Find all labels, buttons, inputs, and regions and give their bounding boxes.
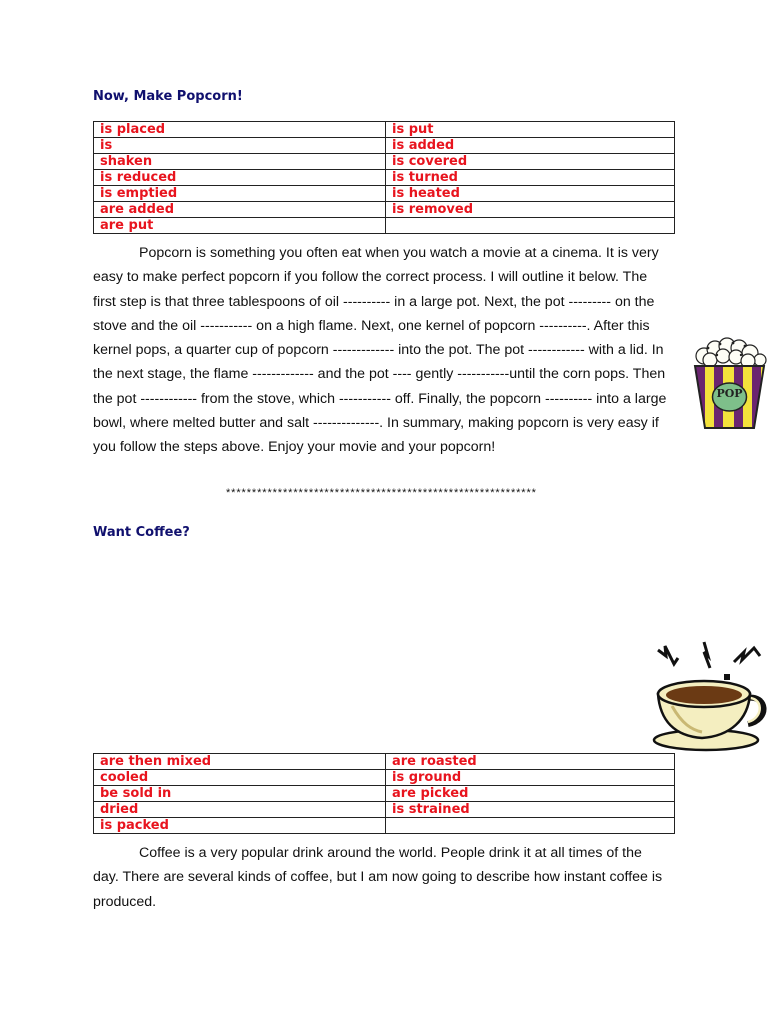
coffee-cup-image bbox=[652, 634, 768, 754]
coffee-word-table bbox=[93, 753, 675, 834]
popcorn-paragraph-text: Popcorn is something you often eat when you watch a movie at a cinema. It is very easy to make perfect popcorn if you follow the correct process. I will outline it below. The first step is that three tablespoons of oil ---------- in a large pot. Next, the pot --------- on the stove and the oil ----------- on a high flame. Next, one kernel of popcorn ----------. After this kernel pops, a quarter cup of popcorn ------------- into the pot. The pot ------------ with a lid. In the next stage, the flame ------------- and the pot ---- gently -----------until the corn pops. Then the pot ------------ from the stove, which ----------- off. Finally, the popcorn ---------- into a large bowl, where melted butter and salt --------------. In summary, making popcorn is very easy if you follow the steps above. Enjoy your movie and your popcorn! bbox=[93, 245, 667, 456]
word-cell: are put bbox=[94, 218, 386, 234]
word-cell: is covered bbox=[386, 154, 675, 170]
coffee-table-row bbox=[94, 754, 675, 770]
word-cell: shaken bbox=[94, 154, 386, 170]
coffee-heading: Want Coffee? bbox=[93, 525, 190, 540]
word-cell: dried bbox=[94, 802, 386, 818]
popcorn-bucket-image bbox=[690, 336, 768, 430]
word-cell: be sold in bbox=[94, 786, 386, 802]
popcorn-table-row bbox=[94, 202, 675, 218]
word-cell: is ground bbox=[386, 770, 675, 786]
popcorn-paragraph bbox=[93, 241, 670, 460]
word-cell: cooled bbox=[94, 770, 386, 786]
word-cell: is strained bbox=[386, 802, 675, 818]
word-cell: are roasted bbox=[386, 754, 675, 770]
coffee-paragraph-text: Coffee is a very popular drink around the world. People drink it at all times of the day. There are several kinds of coffee, but I am now going to describe how instant coffee is produced. bbox=[93, 845, 663, 910]
word-cell: is packed bbox=[94, 818, 386, 834]
coffee-table-row bbox=[94, 770, 675, 786]
coffee-paragraph bbox=[93, 841, 670, 914]
word-cell: is emptied bbox=[94, 186, 386, 202]
word-cell: is heated bbox=[386, 186, 675, 202]
popcorn-bucket-label: POP bbox=[716, 387, 743, 400]
popcorn-table-row bbox=[94, 154, 675, 170]
popcorn-heading: Now, Make Popcorn! bbox=[93, 89, 243, 104]
popcorn-table-row bbox=[94, 122, 675, 138]
word-cell: is reduced bbox=[94, 170, 386, 186]
word-cell: is put bbox=[386, 122, 675, 138]
word-cell: are added bbox=[94, 202, 386, 218]
popcorn-word-table bbox=[93, 121, 675, 234]
coffee-table-row bbox=[94, 818, 675, 834]
word-cell: is turned bbox=[386, 170, 675, 186]
coffee-table-row bbox=[94, 802, 675, 818]
word-cell: is added bbox=[386, 138, 675, 154]
word-cell: are then mixed bbox=[94, 754, 386, 770]
popcorn-table-row bbox=[94, 170, 675, 186]
popcorn-table-row bbox=[94, 218, 675, 234]
word-cell: is removed bbox=[386, 202, 675, 218]
section-separator: ************************************************************ bbox=[226, 487, 537, 499]
popcorn-table-row bbox=[94, 186, 675, 202]
word-cell: is bbox=[94, 138, 386, 154]
word-cell bbox=[386, 818, 675, 834]
word-cell bbox=[386, 218, 675, 234]
word-cell: are picked bbox=[386, 786, 675, 802]
popcorn-table-row bbox=[94, 138, 675, 154]
word-cell: is placed bbox=[94, 122, 386, 138]
coffee-table-row bbox=[94, 786, 675, 802]
